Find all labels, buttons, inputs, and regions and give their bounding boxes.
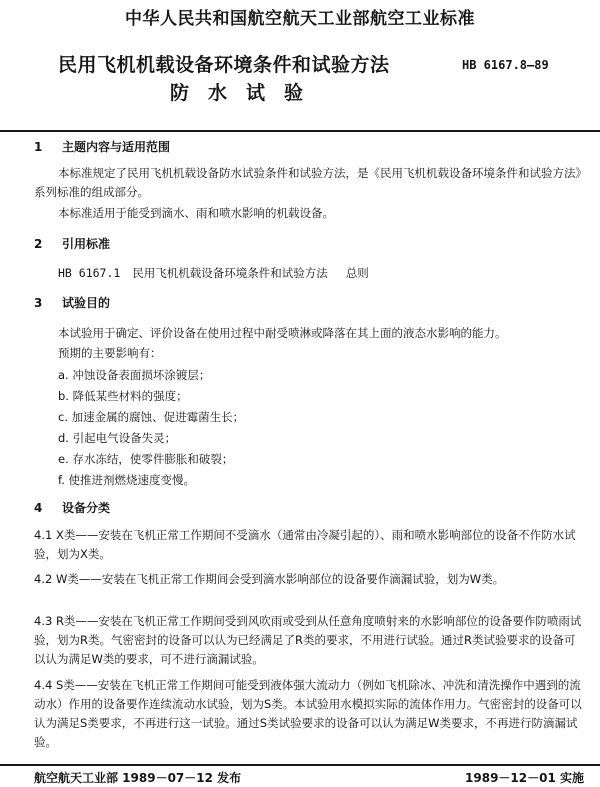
clause-4-1: 4.1 X类——安装在飞机正常工作期间不受滴水（通常由冷凝引起的）、雨和喷水影响部位的设备不作防水试验，划为X类。 bbox=[34, 528, 576, 561]
reference-suffix: 总则 bbox=[345, 266, 369, 280]
section-2-number: 2 bbox=[34, 237, 43, 251]
document-title: 民用飞机机载设备环境条件和试验方法 bbox=[58, 54, 390, 76]
issuing-authority: 中华人民共和国航空航天工业部航空工业标准 bbox=[125, 9, 475, 29]
section-2-heading bbox=[34, 235, 110, 252]
section-4-title: 设备分类 bbox=[62, 501, 111, 515]
effect-item-b: b. 降低某些材料的强度； bbox=[58, 389, 188, 403]
section-3-paragraph-2: 预期的主要影响有： bbox=[58, 346, 162, 360]
section-4-number: 4 bbox=[34, 501, 43, 515]
section-1-title: 主题内容与适用范围 bbox=[62, 140, 171, 154]
clause-4-2: 4.2 W类——安装在飞机正常工作期间会受到滴水影响部位的设备要作滴漏试验，划为W类。 bbox=[34, 572, 505, 586]
section-3-title: 试验目的 bbox=[62, 296, 111, 310]
section-3-number: 3 bbox=[34, 296, 43, 310]
section-1-heading bbox=[34, 138, 170, 155]
effective-date: 1989－12－01 实施 bbox=[465, 771, 584, 785]
reference-code: HB 6167.1 bbox=[58, 266, 121, 280]
clause-4-4: 4.4 S类——安装在飞机正常工作期间可能受到液体强大流动力（例如飞机除冰、冲洗和清洗操作中遇到的流动水）作用的设备要作连续流动水试验，划为S类。本试验用水模拟实际的流体作用力。气密密封的设备可以认为满足S类要求，不再进行这一试验。通过S类试验要求的设备可以认为满足W类要求，不再进行防滴漏试验。 bbox=[34, 678, 582, 749]
section-3-heading bbox=[34, 294, 110, 311]
effect-item-f: f. 使推进剂燃烧速度变慢。 bbox=[58, 473, 196, 487]
document-subtitle: 防水试验 bbox=[170, 82, 323, 104]
footer-divider bbox=[0, 764, 600, 766]
effect-item-e: e. 存水冻结，使零件膨胀和破裂； bbox=[58, 452, 234, 466]
section-2-title: 引用标准 bbox=[62, 237, 111, 251]
header-divider bbox=[0, 130, 600, 132]
clause-4-3: 4.3 R类——安装在飞机正常工作期间受到风吹雨或受到从任意角度喷射来的水影响部位的设备要作防喷雨试验，划为R类。气密密封的设备可以认为已经满足了R类的要求，不用进行试验。通过R类试验要求的设备可以认为满足W类的要求，可不进行滴漏试验。 bbox=[34, 614, 582, 666]
reference-title: 民用飞机机载设备环境条件和试验方法 bbox=[132, 266, 328, 280]
section-1-paragraph-1: 本标准规定了民用飞机机载设备防水试验条件和试验方法，是《民用飞机机载设备环境条件和试验方法》系列标准的组成部分。 bbox=[34, 166, 582, 199]
issue-date: 航空航天工业部 1989－07－12 发布 bbox=[34, 771, 242, 785]
standard-code: HB 6167.8—89 bbox=[462, 58, 549, 72]
effect-item-c: c. 加速金属的腐蚀、促进霉菌生长； bbox=[58, 410, 245, 424]
section-1-number: 1 bbox=[34, 140, 43, 154]
reference-standard bbox=[58, 264, 369, 283]
section-1-paragraph-2: 本标准适用于能受到滴水、雨和喷水影响的机载设备。 bbox=[58, 206, 334, 220]
section-4-heading bbox=[34, 499, 110, 516]
section-3-paragraph-1: 本试验用于确定、评价设备在使用过程中耐受喷淋或降落在其上面的液态水影响的能力。 bbox=[58, 326, 507, 340]
effect-item-d: d. 引起电气设备失灵； bbox=[58, 431, 177, 445]
effect-item-a: a. 冲蚀设备表面损坏涂镀层； bbox=[58, 368, 211, 382]
